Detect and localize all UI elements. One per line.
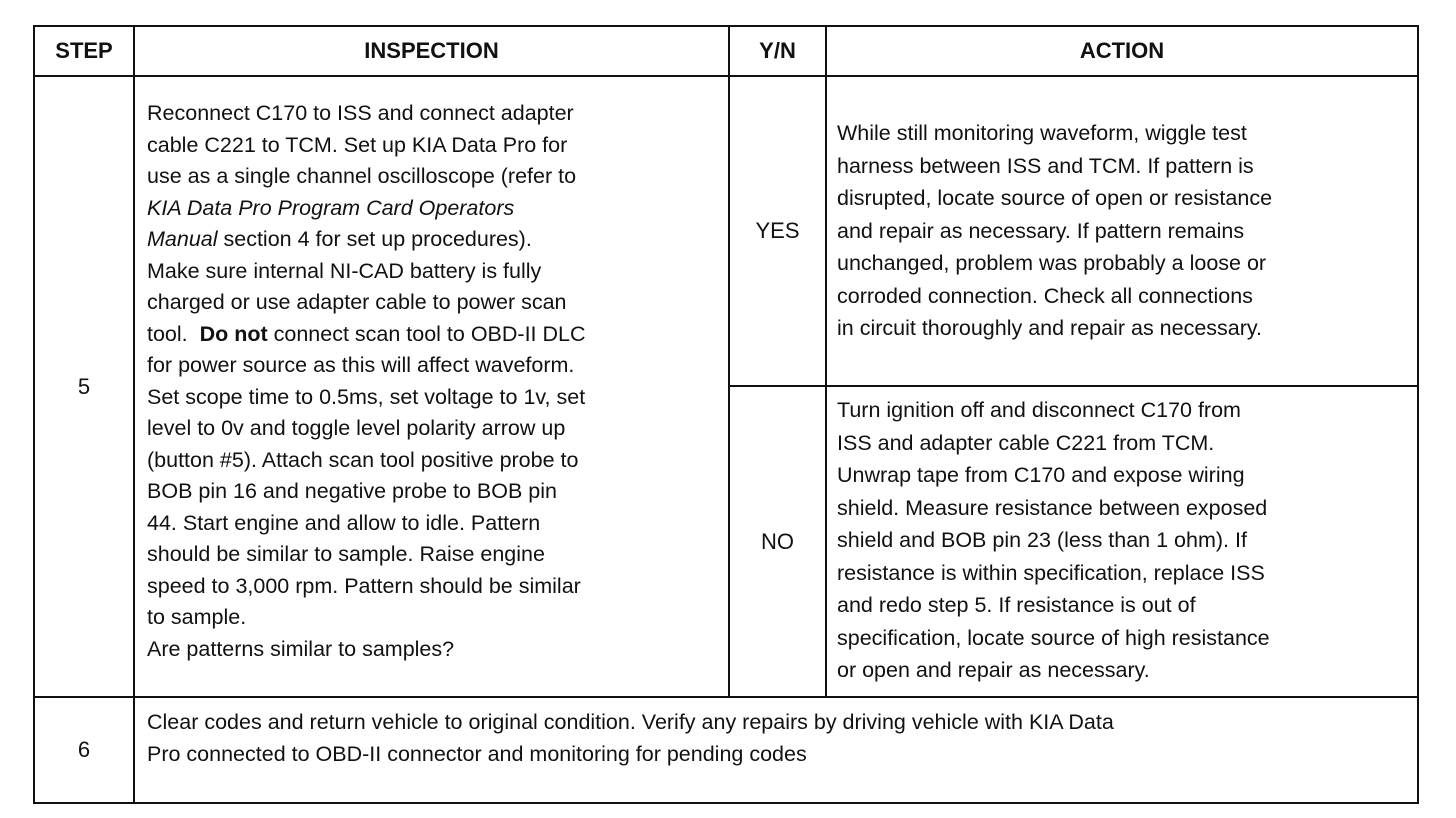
action-line: corroded connection. Check all connections [837,283,1253,308]
action-line: shield. Measure resistance between exposed [837,495,1268,520]
action-column-header: ACTION [826,26,1418,76]
action-line: or open and repair as necessary. [837,658,1150,682]
no-action [826,386,1418,697]
action-line: unchanged, problem was probably a loose or [837,251,1267,275]
step-5-yes-row [34,76,1418,386]
inspection-line: 44. Start engine and allow to idle. Pattern [147,510,541,535]
inspection-line: charged or use adapter cable to power scan [147,290,567,314]
inspection-line: use as a single channel oscilloscope (refer to [147,164,577,188]
step-6-row [34,697,1418,803]
inspection-line: cable C221 to TCM. Set up KIA Data Pro for [147,132,568,157]
action-line: disrupted, locate source of open or resistance [837,186,1273,210]
inspection-text: section 4 for set up procedures). [217,227,532,251]
inspection-line: (button #5). Attach scan tool positive probe to [147,447,579,472]
action-line: harness between ISS and TCM. If pattern is [837,153,1254,178]
inspection-line: BOB pin 16 and negative probe to BOB pin [147,479,557,503]
do-not-emphasis: Do not [199,321,268,346]
step-6-line: Clear codes and return vehicle to original condition. Verify any repairs by driving vehicle with KIA Data [147,710,1114,734]
inspection-line: level to 0v and toggle level polarity arrow up [147,416,566,440]
yes-action [826,76,1418,386]
no-label: NO [729,386,826,697]
inspection-line: Set scope time to 0.5ms, set voltage to 1v, set [147,384,586,409]
header-row [34,26,1418,76]
inspection-line [147,319,722,351]
inspection-line-manual-title: KIA Data Pro Program Card Operators [147,195,515,220]
inspection-column-header: INSPECTION [134,26,729,76]
action-line: in circuit thoroughly and repair as necessary. [837,316,1263,340]
action-line: specification, locate source of high resistance [837,625,1270,650]
step-6-number: 6 [34,697,134,803]
inspection-line: Reconnect C170 to ISS and connect adapter [147,101,574,125]
inspection-line: speed to 3,000 rpm. Pattern should be similar [147,573,581,598]
action-line: resistance is within specification, replace ISS [837,560,1265,585]
step-5-inspection [134,76,729,697]
inspection-line: Make sure internal NI-CAD battery is fully [147,258,542,283]
inspection-text: connect scan tool to OBD-II DLC [267,321,586,346]
inspection-line: should be similar to sample. Raise engine [147,542,545,566]
step-5-number: 5 [34,76,134,697]
action-line: shield and BOB pin 23 (less than 1 ohm). If [837,528,1247,552]
yes-label: YES [729,76,826,386]
manual-title-word: Manual [147,227,218,251]
document-page [33,25,1419,804]
action-line: Turn ignition off and disconnect C170 from [837,398,1241,422]
step-6-inspection [134,697,1418,803]
action-line: and repair as necessary. If pattern remains [837,218,1245,243]
action-line: While still monitoring waveform, wiggle test [837,121,1247,145]
action-line: ISS and adapter cable C221 from TCM. [837,430,1215,455]
yn-column-header: Y/N [729,26,826,76]
inspection-line: for power source as this will affect waveform. [147,353,575,377]
procedure-table [33,25,1419,804]
action-line: Unwrap tape from C170 and expose wiring [837,463,1245,487]
step-column-header: STEP [34,26,134,76]
inspection-text: tool. [147,321,200,346]
action-line: and redo step 5. If resistance is out of [837,593,1196,617]
inspection-line: to sample. [147,605,247,629]
inspection-line [147,224,722,256]
inspection-question: Are patterns similar to samples? [147,636,455,661]
step-6-line: Pro connected to OBD-II connector and monitoring for pending codes [147,742,807,766]
